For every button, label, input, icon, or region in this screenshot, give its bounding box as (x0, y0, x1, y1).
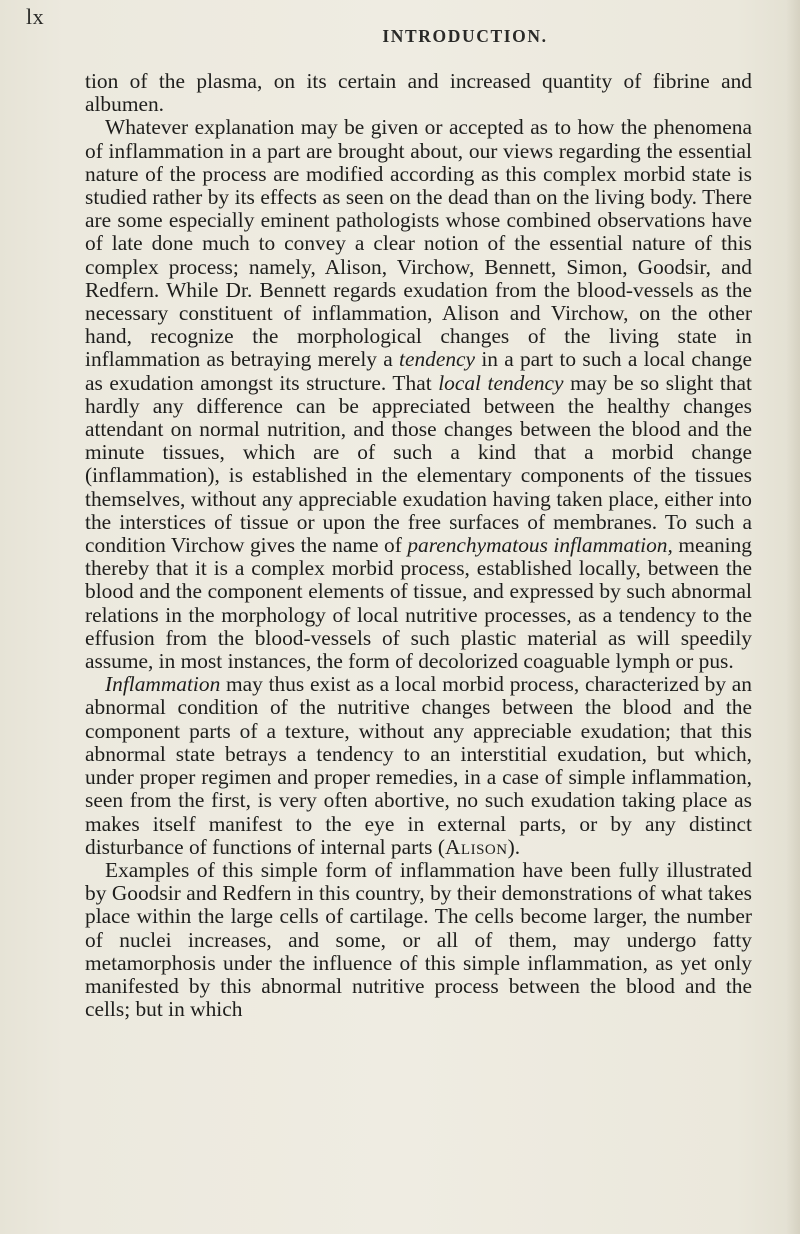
paragraph-text: may be so slight that hardly any difference can be appreciated between the healthy changes attendant on normal nutrition, and those changes between the blood and the minute tissues, which are of such a kind that a morbid change (inflammation), is established in the elementary components of the tissues themselves, without any appreciable exudation having taken place, either into the interstices of tissue or upon the free surfaces of membranes. To such a condition Virchow gives the name of (85, 370, 752, 558)
paragraph-text: Whatever explanation may be given or accepted as to how the phenomena of inflammation in a part are brought about, our views regarding the essential nature of the process are modified according as this complex morbid state is studied rather by its effects as seen on the dead than on the living body. There are some especially eminent pathologists whose combined observations have of late done much to convey a clear notion of the essential nature of this complex process; namely, Alison, Virchow, Bennett, Simon, Goodsir, and Redfern. While Dr. Bennett regards exudation from the blood-vessels as the necessary constituent of inflammation, Alison and Virchow, on the other hand, recognize the morphological changes of the living state in inflammation as betraying merely a (85, 115, 752, 372)
paragraph-continuation (85, 70, 752, 116)
paragraph-text: may thus exist as a local morbid process, characterized by an abnormal condition of the nutritive changes between the blood and the component parts of a texture, without any appreciable exudation; that this abnormal state betrays a tendency to an interstitial exudation, but which, under proper regimen and proper remedies, in a case of simple inflammation, seen from the first, is very often abortive, no such exudation taking place as makes itself manifest to the eye in external parts, or by any distinct disturbance of functions of internal parts ( (85, 672, 752, 859)
small-caps-name: Alison (444, 834, 508, 859)
paragraph-text: meaning thereby that it is a complex morbid process, established locally, between the blood and the component elements of tissue, and expressed by such abnormal relations in the morphology of local nutritive processes, as a tendency to the effusion from the blood-vessels of such plastic material as will speedily assume, in most instances, the form of decolorized coaguable lymph or pus. (85, 533, 752, 674)
paragraph-inflammation (85, 673, 752, 859)
italic-term: local tendency (438, 370, 564, 395)
page-edge-shadow (786, 0, 800, 1234)
paragraph-text: ). (507, 834, 521, 859)
italic-term: Inflammation (105, 672, 221, 697)
paragraph-explanation (85, 116, 752, 673)
paragraph-text: in a part to such a local change as exudation amongst its structure. That (85, 347, 752, 395)
italic-term: tendency (399, 347, 476, 372)
page-number: lx (26, 4, 45, 29)
italic-term: parenchymatous inflammation, (407, 533, 673, 558)
running-head: INTRODUCTION. (382, 26, 548, 46)
paragraph-examples (85, 859, 752, 1021)
body-text (85, 70, 752, 1021)
paragraph-text: tion of the plasma, on its certain and increased quantity of fibrine and albumen. (85, 69, 752, 117)
paragraph-text: Examples of this simple form of inflammation have been fully illustrated by Goodsir and Redfern in this country, by their demonstrations of what takes place within the large cells of cartilage. The cells become larger, the number of nuclei increases, and some, or all of them, may undergo fatty metamorphosis under the influence of this simple inflammation, as yet only manifested by this abnormal nutritive process between the blood and the cells; but in which (85, 857, 752, 1022)
